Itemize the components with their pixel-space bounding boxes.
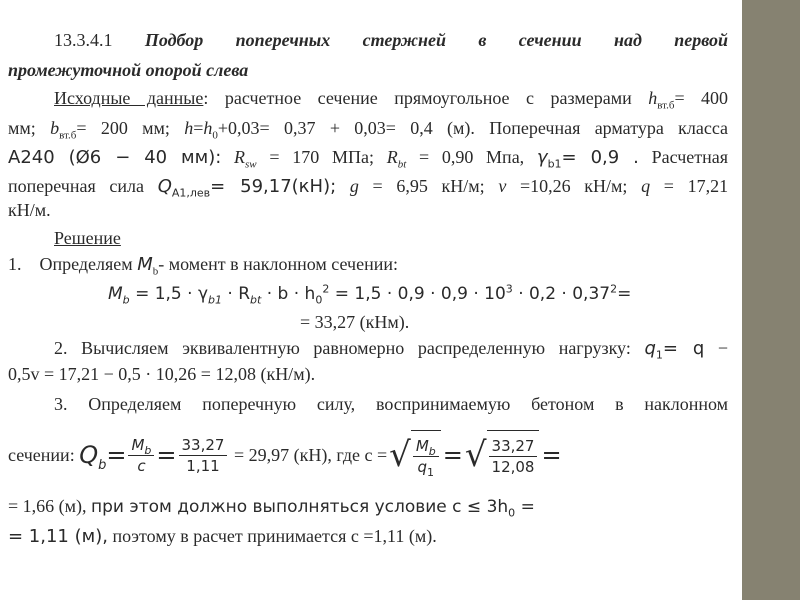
given-text: А240 (Ø6 − 40 мм): — [8, 147, 222, 168]
subscript: b1 — [547, 157, 562, 171]
heading-word: поперечных — [235, 30, 331, 50]
step-text: воспринимаемую — [375, 394, 511, 414]
subscript: b — [98, 457, 107, 473]
given-text: = 0,90 Мпа, — [418, 147, 525, 167]
subscript: bt — [250, 293, 262, 307]
fraction-numerator: 33,27 — [489, 437, 538, 457]
step-2-line-1 — [54, 336, 728, 361]
given-line-1 — [54, 86, 728, 110]
step-text: - момент в наклонном сечении: — [158, 254, 398, 274]
formula-text: = — [520, 497, 535, 517]
subscript: 0 — [315, 293, 323, 307]
subscript: b — [122, 293, 130, 307]
given-text: Расчетная — [651, 147, 729, 167]
heading-word: Подбор — [144, 30, 204, 50]
heading-number: 13.3.4.1 — [54, 30, 113, 50]
condition-line-2 — [8, 524, 728, 549]
step-text: наклонном — [644, 394, 729, 414]
given-text: : расчетное — [203, 88, 302, 108]
step-2-line-2: 0,5v = 17,21 − 0,5 · 10,26 = 12,08 (кН/м). — [8, 364, 316, 384]
subscript: bt — [397, 158, 407, 171]
step-3-line-1 — [54, 392, 728, 416]
symbol-c: c — [137, 456, 146, 475]
given-text: = 17,21 — [663, 176, 729, 196]
symbol-g: g — [349, 176, 359, 196]
given-text: = — [193, 118, 204, 138]
symbol-q: q — [644, 338, 656, 359]
given-text: Поперечная — [489, 118, 581, 138]
given-text: = 200 — [76, 118, 128, 138]
heading-line-1 — [54, 28, 728, 52]
symbol-R: R — [386, 147, 398, 167]
formula-text: · 0,2 · 0,37 — [518, 284, 611, 304]
superscript: 2 — [610, 282, 618, 296]
step-text: сечении: — [8, 445, 75, 465]
superscript: 3 — [505, 282, 513, 296]
given-text: мм; — [8, 118, 36, 138]
formula-text: = 1,66 (м), — [8, 496, 87, 516]
given-text: = 59,17(кН); — [210, 176, 337, 197]
symbol-M: M — [108, 284, 123, 304]
given-text: = 0,9 . — [561, 147, 639, 168]
symbol-h: h — [648, 88, 658, 108]
subscript: вт.б — [657, 99, 675, 112]
given-text: = 170 МПа; — [269, 147, 374, 167]
step-text: Определяем — [39, 254, 133, 274]
symbol-h: h — [203, 118, 213, 138]
symbol-R: R — [234, 147, 246, 167]
subscript: 1 — [655, 348, 663, 362]
symbol-h: h — [184, 118, 194, 138]
given-text: прямоугольное — [394, 88, 510, 108]
sqrt-Mb-over-q1 — [389, 430, 441, 480]
subscript: b — [428, 445, 436, 458]
symbol-gamma: γ — [536, 147, 548, 168]
given-line-2 — [8, 116, 728, 140]
step-number: 3. — [54, 394, 68, 414]
symbol-Q: Q — [157, 176, 172, 197]
subscript: b — [152, 265, 159, 278]
given-line-5: кН/м. — [8, 200, 51, 220]
formula-text: − — [717, 338, 729, 358]
step-text: Определяем — [88, 394, 182, 414]
subscript: 0 — [508, 506, 516, 520]
fraction-Mb-over-c — [128, 436, 154, 475]
symbol-M: M — [131, 435, 145, 454]
fraction-denominator: 1,11 — [186, 456, 220, 475]
heading-word: в — [478, 30, 487, 50]
formula-text: · b · h — [266, 284, 316, 304]
superscript: 2 — [322, 282, 330, 296]
equals-sign: = — [442, 441, 463, 469]
given-text: = 400 — [674, 88, 729, 108]
formula-text: · R — [227, 284, 251, 304]
symbol-M: M — [137, 254, 153, 275]
formula-text: = q — [662, 338, 705, 359]
step-text: бетоном — [531, 394, 595, 414]
given-text: +0,03= 0,37 + 0,03= 0,4 (м). — [217, 118, 475, 138]
formula-text: = 1,5 · γ — [135, 284, 209, 304]
given-text: мм; — [142, 118, 170, 138]
given-line-3 — [8, 145, 728, 170]
given-text: =10,26 кН/м; — [519, 176, 628, 196]
formula-text: = — [617, 284, 632, 304]
formula-moment — [108, 282, 800, 306]
formula-text: = 1,11 (м), — [8, 526, 108, 547]
heading-line-2: промежуточной опорой слева — [8, 60, 249, 80]
sqrt-numeric — [465, 430, 540, 480]
step-text: Вычисляем — [81, 338, 169, 358]
step-text: равномерно — [313, 338, 405, 358]
symbol-q: q — [641, 176, 651, 196]
step-text: эквивалентную — [182, 338, 300, 358]
given-text: размерами — [550, 88, 632, 108]
given-label: Исходные данные — [54, 88, 204, 108]
subscript: sw — [245, 158, 257, 171]
symbol-b: b — [50, 118, 60, 138]
step-text: силу, — [316, 394, 356, 414]
fraction-denominator: 12,08 — [491, 458, 535, 476]
subscript: 1 — [427, 466, 435, 479]
fraction-numerator: 33,27 — [179, 436, 228, 456]
subscript: 0 — [212, 129, 218, 142]
equals-sign: = — [541, 441, 562, 469]
step-text: нагрузку: — [558, 338, 631, 358]
step-1-line — [8, 252, 728, 277]
radical-sign: √ — [389, 435, 411, 475]
equals-sign: = — [156, 441, 177, 469]
heading-word: над — [613, 30, 642, 50]
given-line-4 — [8, 174, 728, 199]
symbol-q: q — [417, 458, 428, 476]
step-number: 2. — [54, 338, 68, 358]
solution-label: Решение — [54, 228, 121, 248]
radical-sign: √ — [464, 435, 487, 475]
given-text: = 6,95 кН/м; — [372, 176, 485, 196]
formula-text: = 1,5 · 0,9 · 0,9 · 10 — [334, 284, 506, 304]
given-text: класса — [678, 118, 729, 138]
step-3-formula-line — [8, 426, 728, 484]
heading-word: стержней — [362, 30, 447, 50]
step-text: в — [615, 394, 624, 414]
step-text: поперечную — [202, 394, 297, 414]
formula-text: = 29,97 (кН), где c = — [233, 445, 388, 465]
heading-word: первой — [674, 30, 729, 50]
step-text: распределенную — [417, 338, 546, 358]
subscript: b1 — [208, 293, 223, 307]
heading-word: сечении — [518, 30, 582, 50]
subscript: A1,лев — [171, 186, 211, 200]
formula-moment-result: = 33,27 (кНм). — [300, 312, 410, 332]
fraction-numeric-1 — [179, 436, 228, 475]
step-number: 1. — [8, 254, 22, 274]
formula-text: при этом должно выполняться условие c ≤ 3h — [91, 497, 509, 517]
symbol-Q: Q — [79, 441, 99, 469]
given-text: поперечная сила — [8, 176, 145, 196]
subscript: вт.б — [59, 129, 77, 142]
condition-line-1 — [8, 494, 728, 519]
symbol-M: M — [415, 437, 429, 455]
subscript: b — [144, 443, 152, 457]
symbol-v: v — [498, 176, 507, 196]
equals-sign: = — [106, 441, 127, 469]
given-text: с — [526, 88, 535, 108]
given-text: сечение — [317, 88, 378, 108]
given-text: арматура — [594, 118, 664, 138]
formula-text: поэтому в расчет принимается с =1,11 (м). — [112, 526, 437, 546]
